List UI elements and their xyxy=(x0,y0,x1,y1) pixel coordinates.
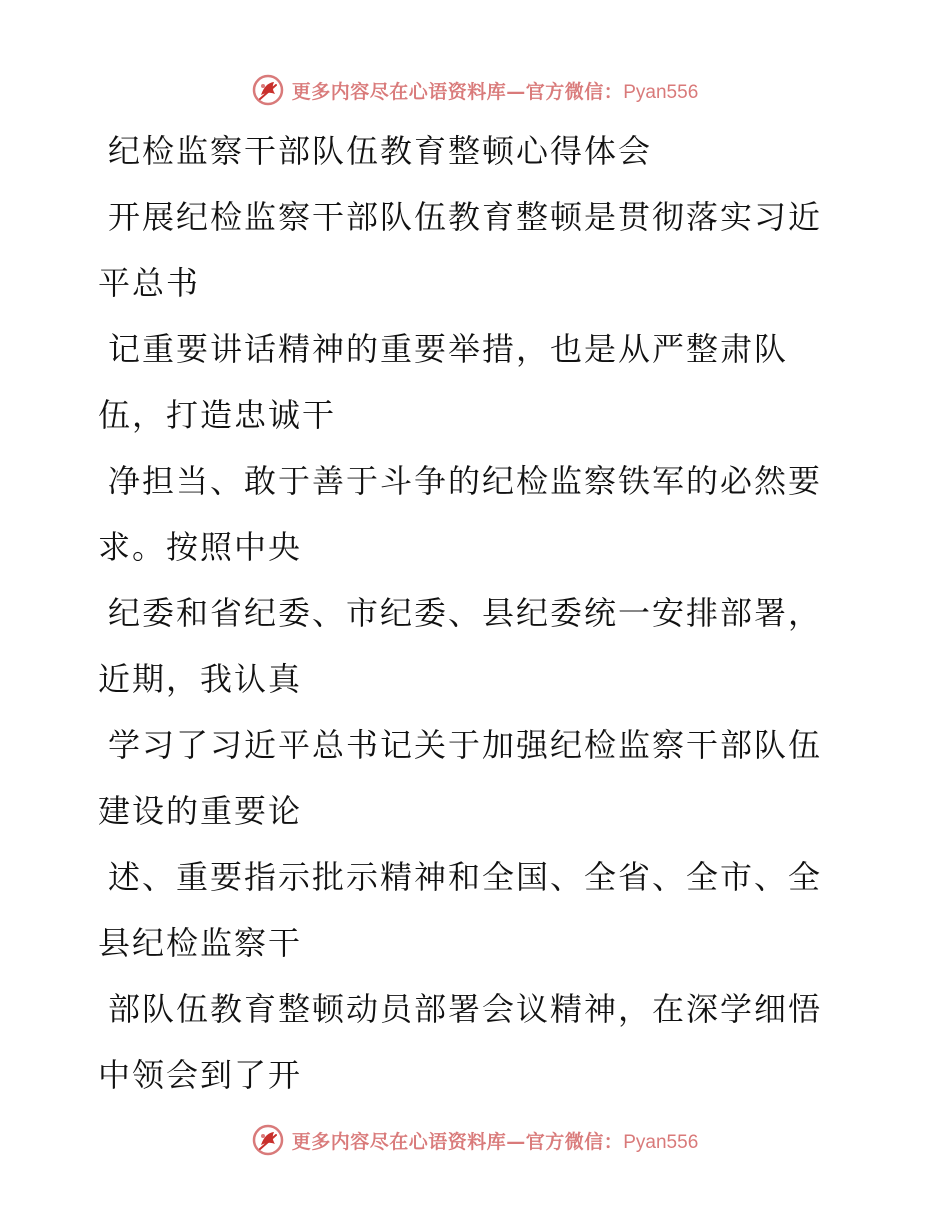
paragraph-line: 求。按照中央 xyxy=(98,528,303,566)
document-body xyxy=(98,118,838,1108)
paragraph-line: 县纪检监察干 xyxy=(98,924,303,962)
footer-watermark xyxy=(0,1120,950,1160)
seal-logo-icon xyxy=(252,74,284,106)
paragraph-line: 中领会到了开 xyxy=(98,1056,303,1094)
document-title: 纪检监察干部队伍教育整顿心得体会 xyxy=(108,132,653,170)
paragraph-line: 记重要讲话精神的重要举措，也是从严整肃队 xyxy=(108,330,789,368)
paragraph-line: 部队伍教育整顿动员部署会议精神，在深学细悟 xyxy=(108,990,823,1028)
watermark-text: 更多内容尽在心语资料库—官方微信：Pyan556 xyxy=(291,80,699,103)
paragraph-line: 纪委和省纪委、市纪委、县纪委统一安排部署， xyxy=(108,594,823,632)
header-watermark xyxy=(0,70,950,110)
paragraph-line: 伍，打造忠诚干 xyxy=(98,396,337,434)
paragraph-line: 近期，我认真 xyxy=(98,660,303,698)
paragraph-line: 平总书 xyxy=(98,264,201,302)
paragraph-line: 建设的重要论 xyxy=(98,792,303,830)
paragraph-line: 学习了习近平总书记关于加强纪检监察干部队伍 xyxy=(108,726,823,764)
paragraph-line: 净担当、敢于善于斗争的纪检监察铁军的必然要 xyxy=(108,462,823,500)
paragraph-line: 开展纪检监察干部队伍教育整顿是贯彻落实习近 xyxy=(108,198,823,236)
seal-logo-icon xyxy=(252,1124,284,1156)
paragraph-line: 述、重要指示批示精神和全国、全省、全市、全 xyxy=(108,858,823,896)
watermark-text: 更多内容尽在心语资料库—官方微信：Pyan556 xyxy=(291,1130,699,1153)
